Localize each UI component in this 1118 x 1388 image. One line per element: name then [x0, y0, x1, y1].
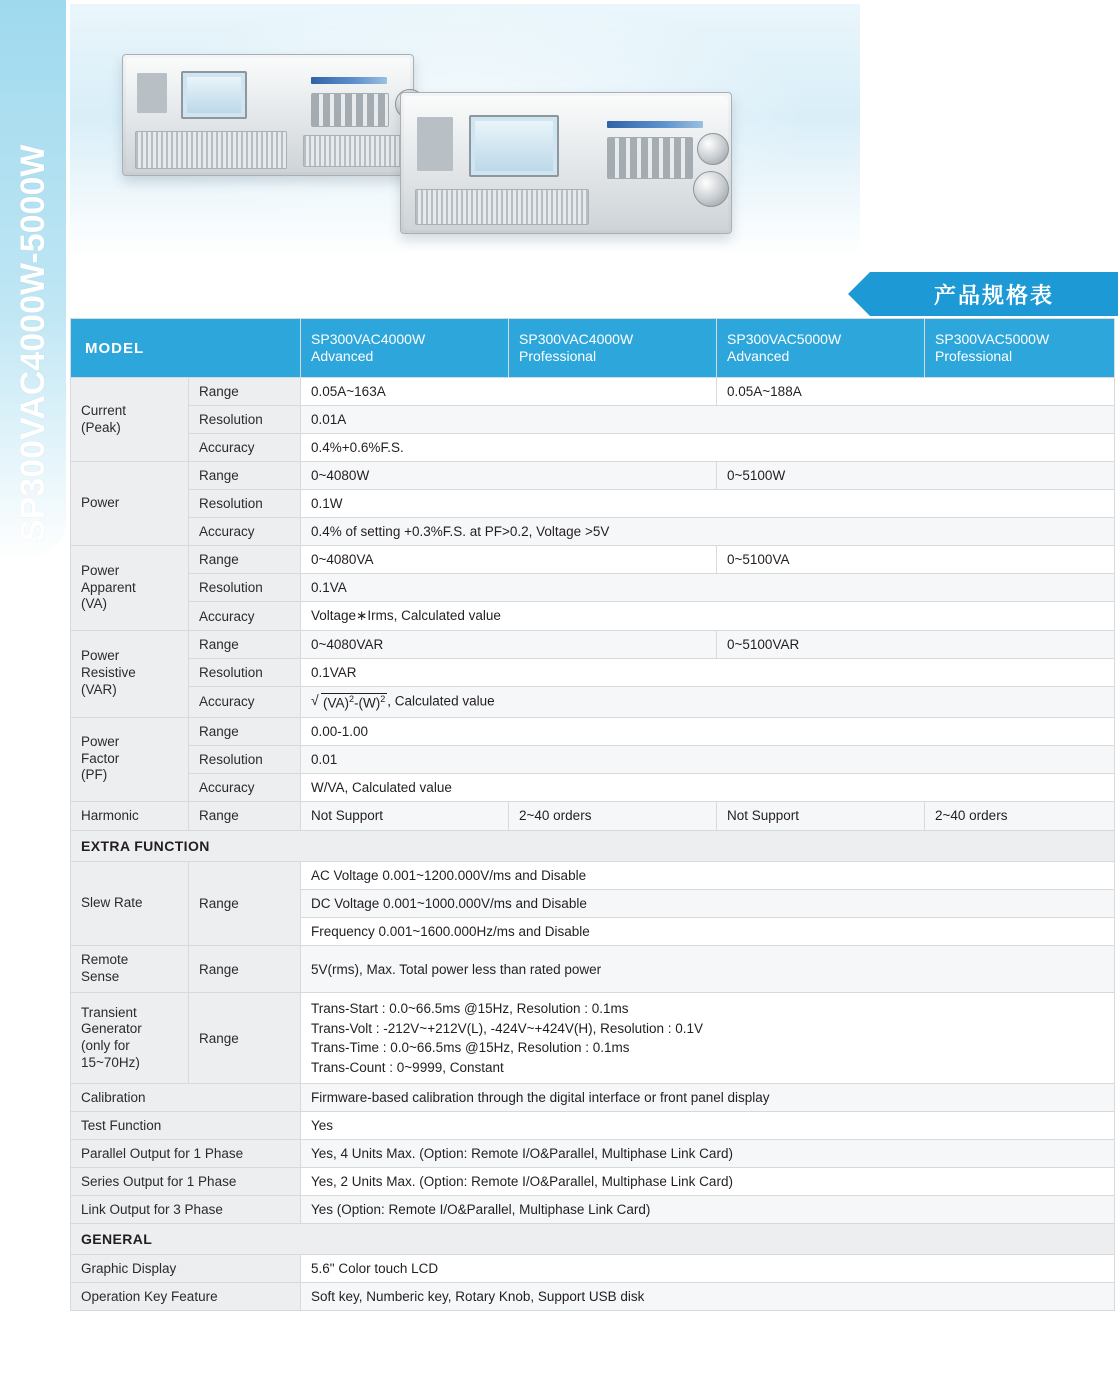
section-header-extra-function [71, 831, 1115, 862]
product-series-title: SP300VAC4000W-5000W [13, 144, 52, 542]
value-slew-ac-voltage: AC Voltage 0.001~1200.000V/ms and Disable [301, 862, 1115, 890]
sub-label-remote-sense-range: Range [189, 946, 301, 993]
sub-label-current-resolution: Resolution [189, 406, 301, 434]
sub-label-power-range: Range [189, 462, 301, 490]
table-row [71, 546, 1115, 574]
sub-label-pf-range: Range [189, 717, 301, 745]
ribbon-label: 产品规格表 [933, 282, 1054, 308]
row-label-power: Power [71, 462, 189, 546]
sub-label-transient-range: Range [189, 993, 301, 1084]
column-header-3-line1: SP300VAC5000W [727, 331, 842, 348]
table-row [71, 406, 1115, 434]
value-power-range-4000: 0~4080W [301, 462, 717, 490]
sub-label-var-range: Range [189, 631, 301, 659]
var-accuracy-formula: √ $(VA)^2-(W)^2$ [311, 693, 387, 711]
row-label-parallel-output: Parallel Output for 1 Phase [71, 1140, 301, 1168]
table-row [71, 717, 1115, 745]
value-current-range-4000: 0.05A~163A [301, 378, 717, 406]
table-row [71, 378, 1115, 406]
value-test-function: Yes [301, 1112, 1115, 1140]
instrument-front-display [469, 115, 559, 177]
table-row [71, 518, 1115, 546]
value-parallel-output: Yes, 4 Units Max. (Option: Remote I/O&Parallel, Multiphase Link Card) [301, 1140, 1115, 1168]
value-harmonic-2: 2~40 orders [509, 801, 717, 831]
row-label-slew-rate: Slew Rate [71, 862, 189, 946]
value-var-accuracy-cell [301, 687, 1115, 718]
sub-label-var-resolution: Resolution [189, 659, 301, 687]
product-photo [70, 4, 860, 256]
row-label-graphic-display: Graphic Display [71, 1255, 301, 1283]
table-header-row [71, 319, 1115, 378]
value-var-range-4000: 0~4080VAR [301, 631, 717, 659]
column-header-2 [509, 319, 717, 378]
row-label-remote-sense: Remote Sense [71, 946, 189, 993]
value-calibration: Firmware-based calibration through the digital interface or front panel display [301, 1084, 1115, 1112]
column-header-2-line1: SP300VAC4000W [519, 331, 634, 348]
column-header-4-line1: SP300VAC5000W [935, 331, 1050, 348]
instrument-front-panel [417, 117, 453, 171]
model-header: MODEL [71, 319, 301, 378]
value-current-range-5000: 0.05A~188A [717, 378, 1115, 406]
table-row [71, 801, 1115, 831]
table-body [71, 378, 1115, 1311]
value-va-range-5000: 0~5100VA [717, 546, 1115, 574]
value-va-range-4000: 0~4080VA [301, 546, 717, 574]
sub-label-va-range: Range [189, 546, 301, 574]
value-harmonic-4: 2~40 orders [925, 801, 1115, 831]
table-row [71, 602, 1115, 631]
instrument-front [400, 92, 732, 234]
instrument-rear-display [181, 71, 247, 119]
instrument-rear-keypad [311, 93, 389, 127]
sub-label-pf-accuracy: Accuracy [189, 773, 301, 801]
instrument-front-keypad [607, 137, 693, 179]
value-link-output: Yes (Option: Remote I/O&Parallel, Multiphase Link Card) [301, 1196, 1115, 1224]
column-header-4-line2: Professional [935, 348, 1013, 364]
section-title-general: GENERAL [71, 1224, 1115, 1255]
sub-label-current-range: Range [189, 378, 301, 406]
column-header-3 [717, 319, 925, 378]
column-header-1 [301, 319, 509, 378]
table-row [71, 1283, 1115, 1311]
table-row [71, 745, 1115, 773]
section-header-general [71, 1224, 1115, 1255]
table-row [71, 1084, 1115, 1112]
value-operation-key-feature: Soft key, Numberic key, Rotary Knob, Support USB disk [301, 1283, 1115, 1311]
var-accuracy-suffix: , Calculated value [387, 693, 495, 709]
sub-label-power-resolution: Resolution [189, 490, 301, 518]
sub-label-var-accuracy: Accuracy [189, 687, 301, 718]
value-var-resolution: 0.1VAR [301, 659, 1115, 687]
column-header-4 [925, 319, 1115, 378]
table-row [71, 631, 1115, 659]
table-row [71, 490, 1115, 518]
table-row [71, 434, 1115, 462]
value-harmonic-1: Not Support [301, 801, 509, 831]
value-pf-resolution: 0.01 [301, 745, 1115, 773]
value-slew-dc-voltage: DC Voltage 0.001~1000.000V/ms and Disable [301, 890, 1115, 918]
value-power-resolution: 0.1W [301, 490, 1115, 518]
instrument-rear-brand [311, 77, 387, 84]
value-series-output: Yes, 2 Units Max. (Option: Remote I/O&Parallel, Multiphase Link Card) [301, 1168, 1115, 1196]
sub-label-current-accuracy: Accuracy [189, 434, 301, 462]
row-label-harmonic: Harmonic [71, 801, 189, 831]
table-row [71, 946, 1115, 993]
table-row [71, 1196, 1115, 1224]
value-var-range-5000: 0~5100VAR [717, 631, 1115, 659]
instrument-front-dial [693, 171, 729, 207]
instrument-front-vents [415, 189, 589, 225]
instrument-front-brand [607, 121, 703, 128]
table-row [71, 1255, 1115, 1283]
sub-label-va-accuracy: Accuracy [189, 602, 301, 631]
side-title-band [0, 0, 66, 560]
instrument-rear-vents-2 [303, 135, 405, 167]
value-current-accuracy: 0.4%+0.6%F.S. [301, 434, 1115, 462]
table-row [71, 993, 1115, 1084]
table-row [71, 1112, 1115, 1140]
row-label-transient-generator: Transient Generator (only for 15~70Hz) [71, 993, 189, 1084]
specification-table [70, 318, 1115, 1311]
table-row [71, 1168, 1115, 1196]
value-remote-sense: 5V(rms), Max. Total power less than rated power [301, 946, 1115, 993]
value-transient-generator: Trans-Start : 0.0~66.5ms @15Hz, Resolution : 0.1ms Trans-Volt : -212V~+212V(L), -424V~+424V(H), Resolution : 0.1V Trans-Time : 0.0~66.5ms @15Hz, Resolution : 0.1ms Trans-Count : 0~9999, Constant [301, 993, 1115, 1084]
instrument-rear-panel [137, 73, 167, 113]
table-row [71, 687, 1115, 718]
instrument-front-knob [697, 133, 729, 165]
row-label-power-apparent: Power Apparent (VA) [71, 546, 189, 631]
row-label-power-resistive: Power Resistive (VAR) [71, 631, 189, 718]
spec-table-ribbon [870, 272, 1118, 316]
table-row [71, 462, 1115, 490]
value-va-resolution: 0.1VA [301, 574, 1115, 602]
value-current-resolution: 0.01A [301, 406, 1115, 434]
section-title-extra-function: EXTRA FUNCTION [71, 831, 1115, 862]
column-header-3-line2: Advanced [727, 348, 790, 364]
value-pf-accuracy: W/VA, Calculated value [301, 773, 1115, 801]
row-label-power-factor: Power Factor (PF) [71, 717, 189, 801]
row-label-test-function: Test Function [71, 1112, 301, 1140]
sub-label-harmonic-range: Range [189, 801, 301, 831]
row-label-current-peak: Current (Peak) [71, 378, 189, 462]
sub-label-pf-resolution: Resolution [189, 745, 301, 773]
value-slew-frequency: Frequency 0.001~1600.000Hz/ms and Disable [301, 918, 1115, 946]
sub-label-slew-rate-range: Range [189, 862, 301, 946]
value-va-accuracy: Voltage∗Irms, Calculated value [301, 602, 1115, 631]
row-label-operation-key-feature: Operation Key Feature [71, 1283, 301, 1311]
sub-label-power-accuracy: Accuracy [189, 518, 301, 546]
instrument-rear-vents [135, 131, 287, 169]
row-label-calibration: Calibration [71, 1084, 301, 1112]
table-row [71, 862, 1115, 890]
sub-label-va-resolution: Resolution [189, 574, 301, 602]
spec-table-container [70, 318, 1114, 1311]
value-power-accuracy: 0.4% of setting +0.3%F.S. at PF>0.2, Voltage >5V [301, 518, 1115, 546]
value-graphic-display: 5.6" Color touch LCD [301, 1255, 1115, 1283]
row-label-link-output: Link Output for 3 Phase [71, 1196, 301, 1224]
instrument-rear [122, 54, 414, 176]
table-row [71, 1140, 1115, 1168]
row-label-series-output: Series Output for 1 Phase [71, 1168, 301, 1196]
column-header-1-line1: SP300VAC4000W [311, 331, 426, 348]
value-power-range-5000: 0~5100W [717, 462, 1115, 490]
column-header-2-line2: Professional [519, 348, 597, 364]
table-head [71, 319, 1115, 378]
value-pf-range: 0.00-1.00 [301, 717, 1115, 745]
column-header-1-line2: Advanced [311, 348, 374, 364]
table-row [71, 574, 1115, 602]
value-harmonic-3: Not Support [717, 801, 925, 831]
table-row [71, 773, 1115, 801]
table-row [71, 659, 1115, 687]
